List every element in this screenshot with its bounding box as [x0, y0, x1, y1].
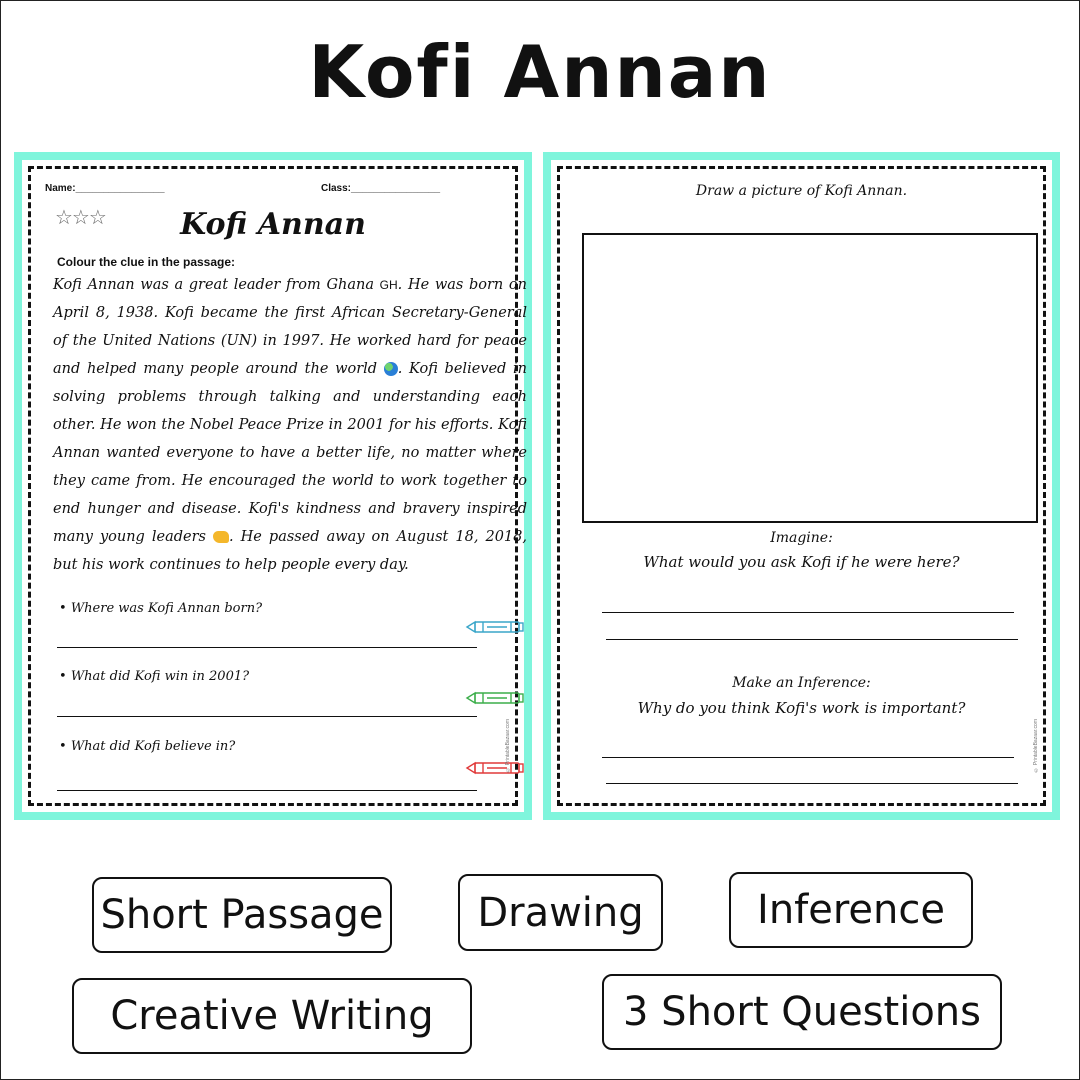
answer-line[interactable] [602, 757, 1014, 758]
copyright-text: © PrintableBazaar.com [505, 719, 511, 773]
page-title: Kofi Annan [308, 30, 772, 114]
question-2: • What did Kofi win in 2001? [59, 669, 250, 684]
passage-part: . He was born on April 8, 1938. Kofi became the first African Secretary-General of the United Nations (UN) in 1997. He worked hard for peace and helped many people around the world [53, 277, 527, 377]
crayon-icon [465, 690, 525, 706]
worksheet-title: Kofi Annan [180, 207, 366, 242]
dashed-border [28, 166, 527, 806]
crayon-icon [465, 760, 525, 776]
passage-part: . Kofi believed in solving problems through talking and understanding each other. He won the Nobel Peace Prize in 2001 for his efforts. Kofi Annan wanted everyone to have a better life, no matter where they came from. He encouraged the world to work together to end hunger and disease. Kofi's kindness and bravery inspired many young leaders [53, 361, 527, 545]
passage-part: . He passed away on August 18, 2018, but his work continues to help people every day. [53, 529, 527, 573]
tag-3-short-questions: 3 Short Questions [602, 974, 1002, 1050]
tag-drawing: Drawing [458, 874, 663, 951]
question-text: What did Kofi win in 2001? [70, 669, 250, 684]
copyright-text: © PrintableBazaar.com [1033, 719, 1039, 773]
answer-line[interactable] [57, 647, 477, 648]
drawing-box[interactable] [582, 233, 1038, 523]
instruction-text: Colour the clue in the passage: [57, 255, 236, 269]
worksheet-drawing-preview [543, 152, 1060, 820]
passage-part: Kofi Annan was a great leader from Ghana [53, 277, 380, 293]
reading-passage [53, 271, 527, 579]
answer-line[interactable] [57, 716, 477, 717]
question-1: • Where was Kofi Annan born? [59, 601, 263, 616]
imagine-question: What would you ask Kofi if he were here? [643, 553, 960, 571]
class-field-label: Class:________________ [321, 183, 440, 194]
answer-line[interactable] [602, 612, 1014, 613]
ghana-flag-icon: GH [379, 278, 398, 292]
answer-line[interactable] [606, 639, 1018, 640]
question-3: • What did Kofi believe in? [59, 739, 236, 754]
worksheet-passage-preview [14, 152, 532, 820]
dashed-border [557, 166, 1046, 806]
rating-stars-icon: ☆☆☆ [55, 207, 106, 229]
flexed-arm-icon [213, 531, 229, 543]
tag-inference: Inference [729, 872, 973, 948]
question-text: Where was Kofi Annan born? [70, 601, 263, 616]
inference-question: Why do you think Kofi's work is important? [637, 699, 966, 717]
answer-line[interactable] [606, 783, 1018, 784]
inference-label: Make an Inference: [732, 675, 871, 691]
globe-icon [384, 362, 398, 376]
name-field-label: Name:________________ [45, 183, 165, 194]
question-text: What did Kofi believe in? [70, 739, 236, 754]
draw-prompt: Draw a picture of Kofi Annan. [695, 183, 908, 199]
imagine-label: Imagine: [770, 530, 833, 546]
tag-creative-writing: Creative Writing [72, 978, 472, 1054]
crayon-icon [465, 619, 525, 635]
answer-line[interactable] [57, 790, 477, 791]
tag-short-passage: Short Passage [92, 877, 392, 953]
